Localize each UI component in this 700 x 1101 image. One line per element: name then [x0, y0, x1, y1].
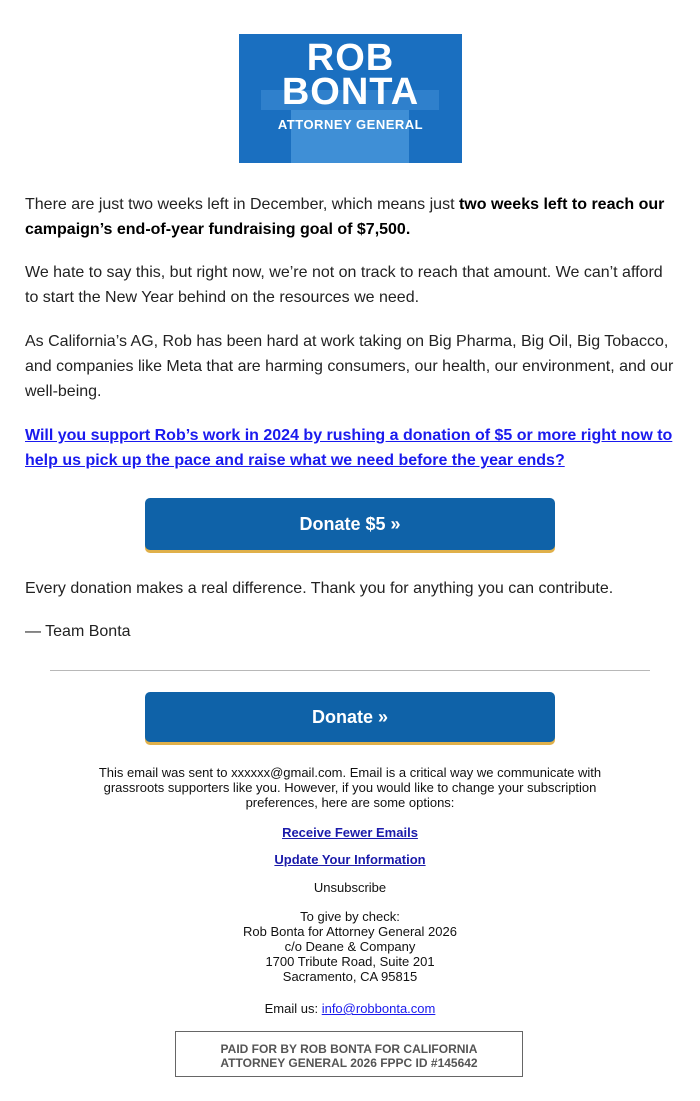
email-us-label: Email us:: [264, 1001, 322, 1016]
intro-text: There are just two weeks left in December, which means just: [25, 196, 459, 213]
check-street: 1700 Tribute Road, Suite 201: [265, 954, 435, 969]
email-us-row: [75, 1001, 625, 1016]
intro-bold-text: two weeks left to reach our campaign’s end-of-year fundraising goal of $7,500.: [25, 196, 665, 238]
logo-last-name: BONTA: [281, 71, 420, 113]
donation-ask-link[interactable]: Will you support Rob’s work in 2024 by rushing a donation of $5 or more right now to help us pick up the pace and raise what we need before the year ends?: [25, 427, 673, 469]
update-information-link[interactable]: Update Your Information: [274, 852, 426, 867]
receive-fewer-emails-link[interactable]: Receive Fewer Emails: [282, 825, 418, 840]
check-heading: To give by check:: [300, 909, 400, 924]
work-paragraph: As California’s AG, Rob has been hard at work taking on Big Pharma, Big Oil, Big Tobacco, and companies like Meta that are harming consumers, our health, our environment, and our well-being.: [25, 333, 674, 400]
donate-5-button[interactable]: Donate $5 »: [145, 498, 555, 550]
check-city: Sacramento, CA 95815: [282, 969, 418, 984]
intro-paragraph: [25, 192, 675, 242]
ask-paragraph: [25, 423, 675, 473]
paid-for-line-1: PAID FOR BY ROB BONTA FOR CALIFORNIA: [220, 1042, 478, 1056]
check-care-of: c/o Deane & Company: [284, 939, 416, 954]
track-paragraph: We hate to say this, but right now, we’re not on track to reach that amount. We can’t afford to start the New Year behind on the resources we need.: [25, 264, 663, 306]
paid-for-line-2: ATTORNEY GENERAL 2026 FPPC ID #145642: [220, 1056, 478, 1070]
update-info-row: [75, 852, 625, 867]
fewer-emails-row: [75, 825, 625, 840]
campaign-logo: [239, 34, 462, 163]
paid-for-disclaimer: [175, 1031, 523, 1077]
logo-first-name: ROB: [306, 37, 395, 79]
subscription-notice: This email was sent to xxxxxx@gmail.com. Email is a critical way we communicate with grassroots supporters like you. However, if you would like to change your subscription preferences, here are some options:: [98, 765, 602, 810]
unsubscribe-text[interactable]: Unsubscribe: [313, 880, 387, 895]
check-address-block: [75, 909, 625, 984]
email-us-link[interactable]: info@robbonta.com: [321, 1001, 436, 1016]
thanks-paragraph: Every donation makes a real difference. Thank you for anything you can contribute.: [25, 580, 614, 597]
logo-subtitle: ATTORNEY GENERAL: [277, 117, 424, 132]
divider: [50, 670, 650, 671]
signoff: — Team Bonta: [25, 623, 131, 640]
donate-button[interactable]: Donate »: [145, 692, 555, 742]
check-payee: Rob Bonta for Attorney General 2026: [243, 924, 457, 939]
